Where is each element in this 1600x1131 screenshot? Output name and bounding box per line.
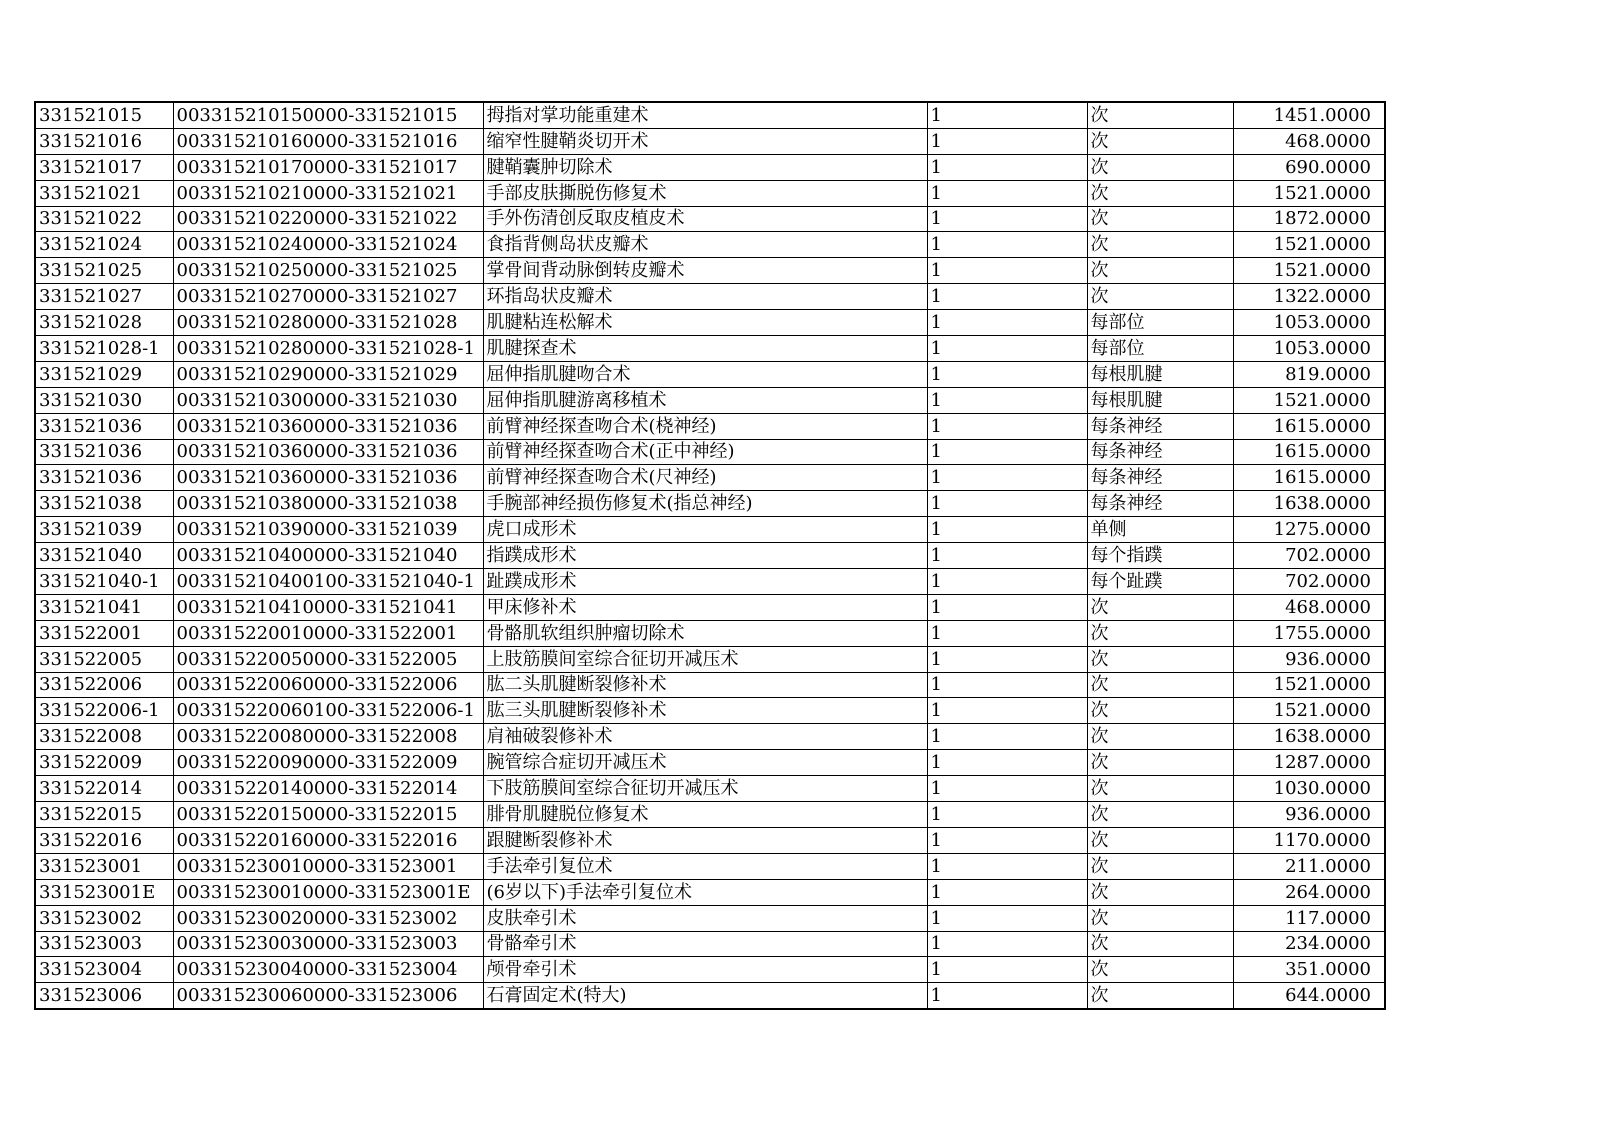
quantity-cell: 1 [927, 543, 1087, 569]
price-cell: 1170.0000 [1233, 827, 1385, 853]
item-code-cell: 331521017 [35, 154, 173, 180]
full-code-cell: 003315210250000-331521025 [173, 258, 483, 284]
full-code-cell: 003315230040000-331523004 [173, 957, 483, 983]
quantity-cell: 1 [927, 594, 1087, 620]
full-code-cell: 003315210280000-331521028-1 [173, 336, 483, 362]
price-cell: 1451.0000 [1233, 102, 1385, 128]
full-code-cell: 003315210360000-331521036 [173, 439, 483, 465]
unit-cell: 次 [1087, 983, 1233, 1009]
item-name-cell: 肌腱粘连松解术 [483, 310, 927, 336]
item-name-cell: 肩袖破裂修补术 [483, 724, 927, 750]
quantity-cell: 1 [927, 258, 1087, 284]
quantity-cell: 1 [927, 361, 1087, 387]
item-code-cell: 331521036 [35, 465, 173, 491]
full-code-cell: 003315210280000-331521028 [173, 310, 483, 336]
price-cell: 936.0000 [1233, 646, 1385, 672]
table-row [35, 413, 1385, 439]
full-code-cell: 003315230010000-331523001E [173, 879, 483, 905]
table-row [35, 879, 1385, 905]
unit-cell: 次 [1087, 646, 1233, 672]
full-code-cell: 003315230060000-331523006 [173, 983, 483, 1009]
price-cell: 1872.0000 [1233, 206, 1385, 232]
item-code-cell: 331521029 [35, 361, 173, 387]
item-name-cell: 腱鞘囊肿切除术 [483, 154, 927, 180]
item-code-cell: 331521015 [35, 102, 173, 128]
quantity-cell: 1 [927, 802, 1087, 828]
table-row [35, 310, 1385, 336]
quantity-cell: 1 [927, 284, 1087, 310]
price-cell: 702.0000 [1233, 569, 1385, 595]
price-cell: 1287.0000 [1233, 750, 1385, 776]
table-row [35, 983, 1385, 1009]
unit-cell: 每个趾蹼 [1087, 569, 1233, 595]
item-name-cell: 屈伸指肌腱吻合术 [483, 361, 927, 387]
quantity-cell: 1 [927, 102, 1087, 128]
price-cell: 117.0000 [1233, 905, 1385, 931]
item-code-cell: 331523004 [35, 957, 173, 983]
item-code-cell: 331522009 [35, 750, 173, 776]
quantity-cell: 1 [927, 620, 1087, 646]
unit-cell: 次 [1087, 258, 1233, 284]
full-code-cell: 003315220090000-331522009 [173, 750, 483, 776]
quantity-cell: 1 [927, 931, 1087, 957]
full-code-cell: 003315220150000-331522015 [173, 802, 483, 828]
quantity-cell: 1 [927, 569, 1087, 595]
item-name-cell: 肱三头肌腱断裂修补术 [483, 698, 927, 724]
item-name-cell: 手腕部神经损伤修复术(指总神经) [483, 491, 927, 517]
table-row [35, 750, 1385, 776]
item-name-cell: 下肢筋膜间室综合征切开减压术 [483, 776, 927, 802]
item-name-cell: 腓骨肌腱脱位修复术 [483, 802, 927, 828]
unit-cell: 次 [1087, 802, 1233, 828]
item-code-cell: 331521036 [35, 439, 173, 465]
price-cell: 1322.0000 [1233, 284, 1385, 310]
unit-cell: 次 [1087, 232, 1233, 258]
table-row [35, 206, 1385, 232]
quantity-cell: 1 [927, 776, 1087, 802]
unit-cell: 次 [1087, 931, 1233, 957]
quantity-cell: 1 [927, 491, 1087, 517]
item-name-cell: 皮肤牵引术 [483, 905, 927, 931]
table-row [35, 154, 1385, 180]
unit-cell: 次 [1087, 957, 1233, 983]
unit-cell: 次 [1087, 154, 1233, 180]
full-code-cell: 003315220060000-331522006 [173, 672, 483, 698]
price-cell: 264.0000 [1233, 879, 1385, 905]
table-row [35, 698, 1385, 724]
item-code-cell: 331523003 [35, 931, 173, 957]
item-code-cell: 331523006 [35, 983, 173, 1009]
item-name-cell: 骨骼肌软组织肿瘤切除术 [483, 620, 927, 646]
full-code-cell: 003315210360000-331521036 [173, 413, 483, 439]
full-code-cell: 003315220160000-331522016 [173, 827, 483, 853]
full-code-cell: 003315210290000-331521029 [173, 361, 483, 387]
table-row [35, 569, 1385, 595]
item-code-cell: 331521016 [35, 128, 173, 154]
quantity-cell: 1 [927, 465, 1087, 491]
item-name-cell: 腕管综合症切开减压术 [483, 750, 927, 776]
item-name-cell: 颅骨牵引术 [483, 957, 927, 983]
full-code-cell: 003315210150000-331521015 [173, 102, 483, 128]
full-code-cell: 003315210380000-331521038 [173, 491, 483, 517]
full-code-cell: 003315210360000-331521036 [173, 465, 483, 491]
full-code-cell: 003315220060100-331522006-1 [173, 698, 483, 724]
table-row [35, 672, 1385, 698]
price-cell: 1615.0000 [1233, 413, 1385, 439]
table-row [35, 232, 1385, 258]
item-code-cell: 331521022 [35, 206, 173, 232]
price-cell: 1053.0000 [1233, 310, 1385, 336]
price-cell: 1521.0000 [1233, 232, 1385, 258]
item-name-cell: 环指岛状皮瓣术 [483, 284, 927, 310]
item-name-cell: 虎口成形术 [483, 517, 927, 543]
unit-cell: 次 [1087, 180, 1233, 206]
unit-cell: 每条神经 [1087, 465, 1233, 491]
price-cell: 1521.0000 [1233, 672, 1385, 698]
item-code-cell: 331521027 [35, 284, 173, 310]
full-code-cell: 003315220010000-331522001 [173, 620, 483, 646]
item-code-cell: 331521039 [35, 517, 173, 543]
item-name-cell: 上肢筋膜间室综合征切开减压术 [483, 646, 927, 672]
full-code-cell: 003315210220000-331521022 [173, 206, 483, 232]
unit-cell: 次 [1087, 724, 1233, 750]
unit-cell: 次 [1087, 879, 1233, 905]
table-row [35, 724, 1385, 750]
full-code-cell: 003315230020000-331523002 [173, 905, 483, 931]
full-code-cell: 003315210160000-331521016 [173, 128, 483, 154]
price-cell: 1638.0000 [1233, 724, 1385, 750]
item-code-cell: 331521028-1 [35, 336, 173, 362]
table-row [35, 620, 1385, 646]
item-name-cell: 掌骨间背动脉倒转皮瓣术 [483, 258, 927, 284]
quantity-cell: 1 [927, 310, 1087, 336]
item-code-cell: 331523001E [35, 879, 173, 905]
unit-cell: 次 [1087, 698, 1233, 724]
quantity-cell: 1 [927, 387, 1087, 413]
price-cell: 1030.0000 [1233, 776, 1385, 802]
item-name-cell: 骨骼牵引术 [483, 931, 927, 957]
table-row [35, 361, 1385, 387]
table-row [35, 776, 1385, 802]
quantity-cell: 1 [927, 206, 1087, 232]
full-code-cell: 003315210170000-331521017 [173, 154, 483, 180]
price-cell: 468.0000 [1233, 594, 1385, 620]
item-name-cell: 前臂神经探查吻合术(尺神经) [483, 465, 927, 491]
table-row [35, 931, 1385, 957]
table-row [35, 336, 1385, 362]
price-cell: 1053.0000 [1233, 336, 1385, 362]
full-code-cell: 003315210270000-331521027 [173, 284, 483, 310]
item-name-cell: 拇指对掌功能重建术 [483, 102, 927, 128]
quantity-cell: 1 [927, 879, 1087, 905]
item-code-cell: 331521030 [35, 387, 173, 413]
table-row [35, 180, 1385, 206]
quantity-cell: 1 [927, 180, 1087, 206]
price-cell: 1615.0000 [1233, 465, 1385, 491]
item-code-cell: 331521038 [35, 491, 173, 517]
full-code-cell: 003315220050000-331522005 [173, 646, 483, 672]
unit-cell: 每条神经 [1087, 413, 1233, 439]
full-code-cell: 003315210240000-331521024 [173, 232, 483, 258]
unit-cell: 每条神经 [1087, 491, 1233, 517]
unit-cell: 次 [1087, 594, 1233, 620]
item-code-cell: 331521021 [35, 180, 173, 206]
table-row [35, 594, 1385, 620]
price-cell: 1638.0000 [1233, 491, 1385, 517]
quantity-cell: 1 [927, 336, 1087, 362]
unit-cell: 次 [1087, 853, 1233, 879]
full-code-cell: 003315210410000-331521041 [173, 594, 483, 620]
price-cell: 1521.0000 [1233, 387, 1385, 413]
table-row [35, 102, 1385, 128]
table-row [35, 465, 1385, 491]
item-name-cell: 趾蹼成形术 [483, 569, 927, 595]
quantity-cell: 1 [927, 698, 1087, 724]
price-cell: 1755.0000 [1233, 620, 1385, 646]
unit-cell: 每个指蹼 [1087, 543, 1233, 569]
price-cell: 819.0000 [1233, 361, 1385, 387]
full-code-cell: 003315210390000-331521039 [173, 517, 483, 543]
unit-cell: 次 [1087, 102, 1233, 128]
item-code-cell: 331522015 [35, 802, 173, 828]
item-code-cell: 331521040-1 [35, 569, 173, 595]
item-name-cell: 肱二头肌腱断裂修补术 [483, 672, 927, 698]
unit-cell: 次 [1087, 620, 1233, 646]
full-code-cell: 003315210400100-331521040-1 [173, 569, 483, 595]
quantity-cell: 1 [927, 750, 1087, 776]
price-cell: 936.0000 [1233, 802, 1385, 828]
unit-cell: 次 [1087, 776, 1233, 802]
quantity-cell: 1 [927, 128, 1087, 154]
quantity-cell: 1 [927, 439, 1087, 465]
item-name-cell: 跟腱断裂修补术 [483, 827, 927, 853]
item-code-cell: 331521036 [35, 413, 173, 439]
item-name-cell: 屈伸指肌腱游离移植术 [483, 387, 927, 413]
quantity-cell: 1 [927, 413, 1087, 439]
full-code-cell: 003315220080000-331522008 [173, 724, 483, 750]
item-name-cell: 石膏固定术(特大) [483, 983, 927, 1009]
item-code-cell: 331521040 [35, 543, 173, 569]
quantity-cell: 1 [927, 672, 1087, 698]
table-row [35, 802, 1385, 828]
item-code-cell: 331522006-1 [35, 698, 173, 724]
item-name-cell: 前臂神经探查吻合术(桡神经) [483, 413, 927, 439]
quantity-cell: 1 [927, 517, 1087, 543]
price-cell: 234.0000 [1233, 931, 1385, 957]
quantity-cell: 1 [927, 154, 1087, 180]
item-name-cell: 指蹼成形术 [483, 543, 927, 569]
full-code-cell: 003315230010000-331523001 [173, 853, 483, 879]
price-cell: 1521.0000 [1233, 698, 1385, 724]
unit-cell: 次 [1087, 827, 1233, 853]
item-name-cell: 手部皮肤撕脱伤修复术 [483, 180, 927, 206]
unit-cell: 每根肌腱 [1087, 361, 1233, 387]
unit-cell: 次 [1087, 128, 1233, 154]
item-name-cell: (6岁以下)手法牵引复位术 [483, 879, 927, 905]
item-code-cell: 331522014 [35, 776, 173, 802]
table-row [35, 905, 1385, 931]
table-row [35, 128, 1385, 154]
table-row [35, 827, 1385, 853]
item-code-cell: 331523001 [35, 853, 173, 879]
item-code-cell: 331522006 [35, 672, 173, 698]
full-code-cell: 003315210300000-331521030 [173, 387, 483, 413]
item-name-cell: 肌腱探查术 [483, 336, 927, 362]
unit-cell: 每根肌腱 [1087, 387, 1233, 413]
price-cell: 702.0000 [1233, 543, 1385, 569]
price-cell: 690.0000 [1233, 154, 1385, 180]
table-row [35, 543, 1385, 569]
item-code-cell: 331521028 [35, 310, 173, 336]
unit-cell: 每条神经 [1087, 439, 1233, 465]
item-name-cell: 前臂神经探查吻合术(正中神经) [483, 439, 927, 465]
unit-cell: 次 [1087, 750, 1233, 776]
item-code-cell: 331521024 [35, 232, 173, 258]
table-row [35, 491, 1385, 517]
quantity-cell: 1 [927, 983, 1087, 1009]
price-cell: 1615.0000 [1233, 439, 1385, 465]
unit-cell: 次 [1087, 905, 1233, 931]
quantity-cell: 1 [927, 957, 1087, 983]
item-name-cell: 手法牵引复位术 [483, 853, 927, 879]
unit-cell: 次 [1087, 284, 1233, 310]
unit-cell: 次 [1087, 206, 1233, 232]
quantity-cell: 1 [927, 724, 1087, 750]
price-cell: 211.0000 [1233, 853, 1385, 879]
price-cell: 1275.0000 [1233, 517, 1385, 543]
quantity-cell: 1 [927, 905, 1087, 931]
unit-cell: 次 [1087, 672, 1233, 698]
item-code-cell: 331522001 [35, 620, 173, 646]
price-cell: 468.0000 [1233, 128, 1385, 154]
unit-cell: 单侧 [1087, 517, 1233, 543]
item-code-cell: 331523002 [35, 905, 173, 931]
quantity-cell: 1 [927, 853, 1087, 879]
item-name-cell: 甲床修补术 [483, 594, 927, 620]
item-name-cell: 缩窄性腱鞘炎切开术 [483, 128, 927, 154]
item-code-cell: 331522005 [35, 646, 173, 672]
full-code-cell: 003315210400000-331521040 [173, 543, 483, 569]
table-row [35, 957, 1385, 983]
price-table [34, 101, 1386, 1010]
item-name-cell: 食指背侧岛状皮瓣术 [483, 232, 927, 258]
unit-cell: 每部位 [1087, 310, 1233, 336]
item-code-cell: 331522016 [35, 827, 173, 853]
full-code-cell: 003315220140000-331522014 [173, 776, 483, 802]
price-table-body [35, 102, 1385, 1009]
table-row [35, 387, 1385, 413]
quantity-cell: 1 [927, 232, 1087, 258]
price-cell: 351.0000 [1233, 957, 1385, 983]
table-row [35, 258, 1385, 284]
table-row [35, 517, 1385, 543]
full-code-cell: 003315210210000-331521021 [173, 180, 483, 206]
quantity-cell: 1 [927, 827, 1087, 853]
item-name-cell: 手外伤清创反取皮植皮术 [483, 206, 927, 232]
quantity-cell: 1 [927, 646, 1087, 672]
full-code-cell: 003315230030000-331523003 [173, 931, 483, 957]
unit-cell: 每部位 [1087, 336, 1233, 362]
price-cell: 1521.0000 [1233, 258, 1385, 284]
table-row [35, 853, 1385, 879]
price-cell: 644.0000 [1233, 983, 1385, 1009]
item-code-cell: 331521025 [35, 258, 173, 284]
item-code-cell: 331522008 [35, 724, 173, 750]
table-row [35, 284, 1385, 310]
price-cell: 1521.0000 [1233, 180, 1385, 206]
table-row [35, 439, 1385, 465]
table-row [35, 646, 1385, 672]
item-code-cell: 331521041 [35, 594, 173, 620]
